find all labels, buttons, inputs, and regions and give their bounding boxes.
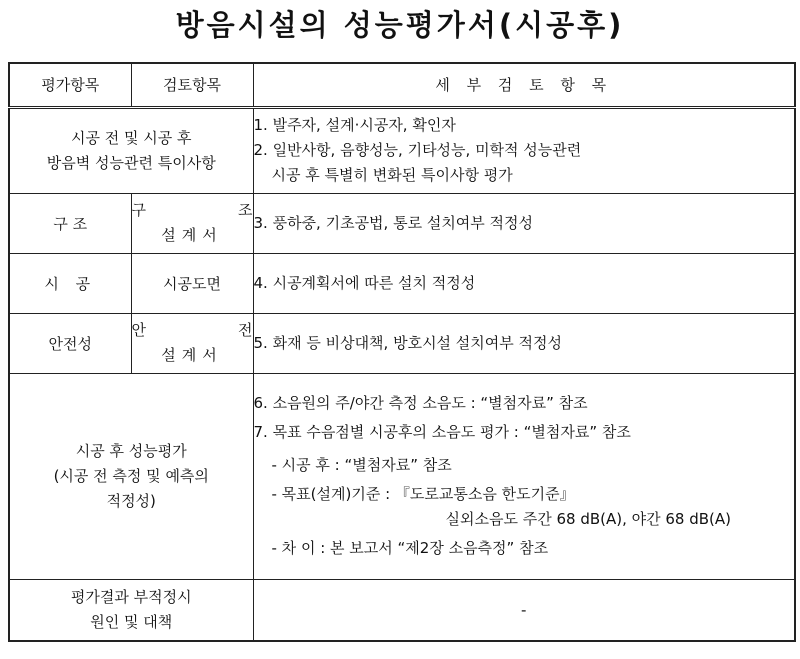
detail-6: 6. 소음원의 주/야간 측정 소음도 : “별첨자료” 참조: [253, 394, 588, 412]
structure-review: [131, 193, 253, 253]
performance-details: [253, 373, 795, 579]
construction-detail: 4. 시공계획서에 따른 설치 적정성: [253, 253, 795, 313]
header-detail-review: 세 부 검 토 항 목: [253, 63, 795, 107]
performance-item-line1: 시공 후 성능평가: [75, 441, 187, 460]
table-row-structure: [9, 193, 795, 253]
safety-review: [131, 313, 253, 373]
detail-7: 7. 목표 수음점별 시공후의 소음도 평가 : “별첨자료” 참조: [253, 423, 631, 441]
result-item-line2: 원인 및 대책: [90, 612, 173, 631]
detail-7-sub-target: - 목표(설계)기준 : 『도로교통소음 한도기준』: [271, 485, 575, 503]
performance-item: [9, 373, 253, 579]
header-evaluation-item: 평가항목: [9, 63, 131, 107]
detail-1: 1. 발주자, 설계·시공자, 확인자: [253, 116, 456, 134]
table-row-construction: [9, 253, 795, 313]
special-notes-item-line2: 방음벽 성능관련 특이사항: [46, 153, 216, 172]
table-row-performance: [9, 373, 795, 579]
performance-item-line3: 적정성): [106, 491, 156, 510]
structure-item: 구 조: [9, 193, 131, 253]
structure-review-top-b: 조: [238, 201, 253, 219]
evaluation-table: [8, 62, 796, 642]
structure-review-bottom: 설계서: [161, 226, 223, 244]
performance-item-line2: (시공 전 측정 및 예측의: [53, 466, 209, 485]
table-header-row: [9, 63, 795, 107]
result-item-line1: 평가결과 부적정시: [70, 587, 192, 606]
detail-2-continued: 시공 후 특별히 변화된 특이사항 평가: [271, 166, 513, 184]
construction-review: 시공도면: [131, 253, 253, 313]
detail-7-sub-target-values: 실외소음도 주간 68 dB(A), 야간 68 dB(A): [445, 510, 732, 528]
special-notes-details: [253, 107, 795, 193]
table-row-result: [9, 579, 795, 641]
safety-review-bottom: 설계서: [161, 346, 223, 364]
header-review-item: 검토항목: [131, 63, 253, 107]
construction-item: 시 공: [9, 253, 131, 313]
table-row-special-notes: [9, 107, 795, 193]
special-notes-item-line1: 시공 전 및 시공 후: [70, 128, 192, 147]
result-item: [9, 579, 253, 641]
special-notes-item: [9, 107, 253, 193]
safety-review-top-b: 전: [238, 321, 253, 339]
page-title: 방음시설의 성능평가서(시공후): [175, 8, 625, 42]
result-detail: -: [253, 579, 795, 641]
table-row-safety: [9, 313, 795, 373]
detail-7-sub-difference: - 차 이 : 본 보고서 “제2장 소음측정” 참조: [271, 539, 549, 557]
structure-detail: 3. 풍하중, 기초공법, 통로 설치여부 적정성: [253, 193, 795, 253]
safety-review-top-a: 안: [131, 321, 146, 339]
safety-detail: 5. 화재 등 비상대책, 방호시설 설치여부 적정성: [253, 313, 795, 373]
detail-7-sub-after: - 시공 후 : “별첨자료” 참조: [271, 456, 452, 474]
safety-item: 안전성: [9, 313, 131, 373]
structure-review-top-a: 구: [131, 201, 146, 219]
detail-2: 2. 일반사항, 음향성능, 기타성능, 미학적 성능관련: [253, 141, 582, 159]
